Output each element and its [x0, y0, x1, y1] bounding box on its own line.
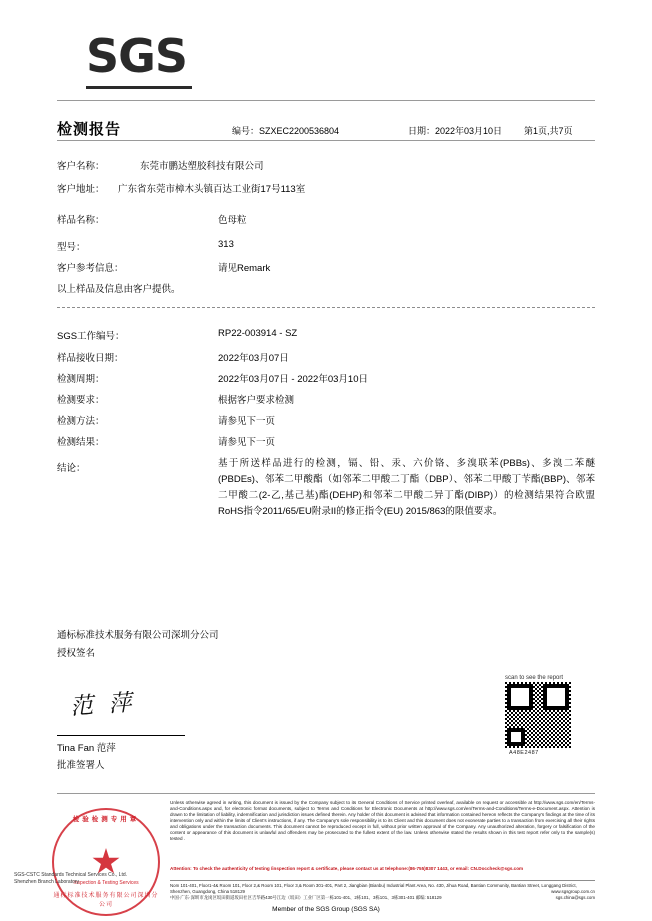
footer-member-line: Member of the SGS Group (SGS SA): [272, 906, 380, 913]
report-date: 日期：2022年03月10日: [408, 126, 503, 136]
header-divider-bottom: [57, 140, 595, 141]
footer-contact-web: www.sgsgroup.com.cn: [551, 889, 595, 894]
test-period-value: 2022年03月07日 - 2022年03月10日: [218, 374, 368, 385]
sgs-logo: [86, 30, 196, 82]
model-value: 313: [218, 239, 234, 250]
signatory-name: Tina Fan 范萍: [57, 743, 116, 754]
logo-underline: [86, 86, 192, 89]
seal-caption-line2: Shenzhen Branch Laboratory: [14, 879, 80, 885]
client-reference-label: 客户参考信息：: [57, 263, 124, 274]
conclusion-text: 基于所送样品进行的检测，镉、铅、汞、六价铬、多溴联苯(PBBs)、多溴二苯醚(PBDEs)、邻苯二甲酸酯（如邻苯二甲酸二丁酯（DBP）、邻苯二甲酸丁苄酯(BBP)、邻苯二甲酸二(2-乙,基己基)酯(DEHP)和邻苯二甲酸二异丁酯(DIBP)）的检测结果符合欧盟RoHS指令2011/65/EU附录II的修正指令(EU) 2015/863的限值要求。: [218, 458, 595, 517]
test-result-label: 检测结果：: [57, 437, 105, 448]
seal-bottom-text: 通标标准技术服务有限公司深圳分公司: [53, 893, 159, 908]
authenticity-notice: Attention: To check the authenticity of testing /inspection report & certificate, please contact us at telephone:(86-755)8307 1443, or email: CN.Doccheck@sgs.com: [170, 866, 524, 871]
test-method-label: 检测方法：: [57, 416, 105, 427]
footer-address-en: Nom 101-401, Floor1-4& Room 101, Floor 2,& Room 101, Floor 3,& Room 301-401, Part 2, Jiangbian (Bianbu) Industrial Plant Area, No. 430, Jihua Road, Bantian Community, Bantian Street, Longgang District, Shenzhen, Guangdong, China 518129: [170, 883, 577, 894]
page-title: 检测报告: [57, 121, 122, 138]
conclusion-label: 结论：: [57, 463, 86, 474]
sgs-logo-text: SGS: [86, 29, 188, 83]
issuing-company: 通标标准技术服务有限公司深圳分公司: [57, 630, 219, 641]
qr-finder-bottom-left-icon: [507, 728, 525, 746]
official-seal-stamp: [52, 808, 160, 916]
sgs-job-no-value: RP22-003914 - SZ: [218, 328, 298, 339]
sample-name-label: 样品名称：: [57, 215, 105, 226]
sgs-job-no-label: SGS工作编号：: [57, 331, 125, 342]
qr-code-id: A48E2487: [509, 750, 539, 756]
qr-caption: scan to see the report: [505, 675, 564, 681]
signatory-role: 批准签署人: [57, 760, 105, 771]
page-indicator: 第1页,共7页: [524, 126, 573, 136]
test-period-label: 检测周期：: [57, 374, 105, 385]
legal-terms-text: Unless otherwise agreed in writing, this document is issued by the Company subject to its General Conditions of Service printed overleaf, available on request or accessible at http://www.sgs.com/en/Terms-and-Conditions.aspx and, for electronic format documents, subject to Terms and Conditions for Electronic Documents at http://www.sgs.com/en/Terms-and-Conditions/Terms-e-Document.aspx. Attention is drawn to the limitation of liability, indemnification and jurisdiction issues defined therein. Any holder of this document is advised that information contained hereon reflects the Company's findings at the time of its intervention only and within the limits of Client's instructions, if any. The Company's sole responsibility is to its Client and this document does not exonerate parties to a transaction from exercising all their rights and obligations under the transaction documents. This document cannot be reproduced except in full, without prior written approval of the Company. Any unauthorized alteration, forgery or falsification of the content or appearance of this document is unlawful and offenders may be prosecuted to the fullest extent of the law. Unless otherwise stated the results shown in this test report refer only to the sample(s) tested .: [170, 800, 595, 841]
client-address-label: 客户地址：: [57, 184, 105, 195]
test-requirement-value: 根据客户要求检测: [218, 395, 295, 406]
seal-caption: [14, 872, 164, 886]
handwritten-signature: 范 萍: [69, 689, 137, 721]
sample-received-label: 样品接收日期：: [57, 353, 124, 364]
client-address-value: 广东省东莞市樟木头镇百达工业街17号113室: [118, 184, 306, 195]
header-divider-top: [57, 100, 595, 101]
test-requirement-label: 检测要求：: [57, 395, 105, 406]
section-divider: [57, 307, 595, 308]
signature-rule: [57, 735, 185, 736]
footer-divider: [57, 793, 595, 794]
sample-received-value: 2022年03月07日: [218, 353, 289, 364]
authorized-signature-label: 授权签名: [57, 648, 96, 659]
sample-name-value: 色母粒: [218, 215, 247, 226]
client-name-value: 东莞市鹏达塑胶科技有限公司: [140, 161, 264, 172]
model-label: 型号：: [57, 242, 86, 253]
report-number: 编号：SZXEC2200536804: [232, 126, 340, 136]
client-reference-value: 请见Remark: [218, 263, 271, 274]
footer-contact-mail: sgs.china@sgs.com: [555, 895, 595, 900]
seal-caption-line1: SGS-CSTC Standards Technical Services Co., Ltd.: [14, 872, 128, 878]
seal-top-text: 检验检测专用章: [72, 816, 140, 823]
footer-address-cn: 中国·广东·深圳市龙岗区坂田街道坂田社区吉华路430号江边（坂田）工业厂区第一栋101-401、2栋101、3栋101、3栋301-401 邮编: 518129: [170, 895, 442, 900]
client-name-label: 客户名称：: [57, 161, 105, 172]
test-result-value: 请参见下一页: [218, 437, 276, 448]
seal-mid-text: Inspection & Testing Services: [73, 880, 139, 886]
footer-rule: [170, 880, 595, 881]
test-method-value: 请参见下一页: [218, 416, 276, 427]
provided-note: 以上样品及信息由客户提供。: [57, 284, 181, 295]
